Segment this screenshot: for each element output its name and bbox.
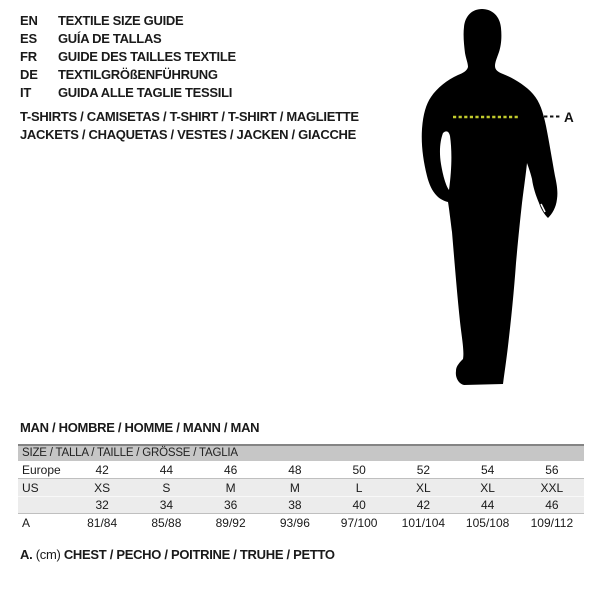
- table-cell: 56: [545, 462, 559, 477]
- table-row-europe: [18, 461, 584, 478]
- table-cell: 46: [223, 462, 238, 477]
- table-row-numeric-us: [18, 496, 584, 513]
- table-cell: XXL: [540, 480, 564, 495]
- man-silhouette-body: [422, 9, 558, 385]
- footnote-marker: A.: [20, 547, 33, 562]
- language-row-it: [20, 84, 236, 102]
- table-cell: 105/108: [465, 515, 510, 530]
- measurement-footnote: [20, 547, 335, 562]
- language-row-de: [20, 66, 236, 84]
- footnote-unit: (cm): [35, 547, 61, 562]
- language-row-en: [20, 12, 236, 30]
- table-cell: 93/96: [279, 515, 310, 530]
- table-cell: 34: [159, 498, 174, 512]
- table-cell: 52: [416, 462, 431, 477]
- row-label: Europe: [22, 462, 61, 477]
- table-cell: 40: [352, 498, 366, 512]
- table-cell: 42: [95, 462, 109, 477]
- man-silhouette-figure: [415, 0, 585, 398]
- language-list: [20, 12, 236, 102]
- language-row-fr: [20, 48, 236, 66]
- table-cell: 89/92: [215, 515, 246, 530]
- table-cell: 97/100: [340, 515, 378, 530]
- table-cell: 101/104: [401, 515, 446, 530]
- table-cell: L: [355, 480, 363, 495]
- language-title: TEXTILGRÖßENFÜHRUNG: [58, 67, 218, 82]
- size-table: [18, 444, 584, 531]
- table-cell: 54: [480, 462, 495, 477]
- table-cell: XS: [94, 480, 111, 495]
- size-table-header: SIZE / TALLA / TAILLE / GRÖSSE / TAGLIA: [18, 444, 584, 461]
- man-silhouette: [415, 0, 585, 398]
- row-label: US: [22, 480, 39, 495]
- table-cell: 44: [159, 462, 174, 477]
- table-cell: 36: [223, 498, 238, 512]
- table-cell: 42: [416, 498, 431, 512]
- table-cell: 44: [480, 498, 495, 512]
- table-cell: 48: [288, 462, 302, 477]
- table-cell: S: [162, 480, 171, 495]
- language-code: FR: [20, 49, 37, 64]
- language-title: GUÍA DE TALLAS: [58, 31, 162, 46]
- table-cell: 38: [288, 498, 302, 512]
- language-title: TEXTILE SIZE GUIDE: [58, 13, 184, 28]
- language-code: EN: [20, 13, 38, 28]
- language-row-es: [20, 30, 236, 48]
- language-title: GUIDE DES TAILLES TEXTILE: [58, 49, 236, 64]
- language-code: IT: [20, 85, 32, 100]
- row-label: A: [22, 515, 31, 530]
- table-cell: XL: [416, 480, 431, 495]
- table-cell: 46: [545, 498, 559, 512]
- category-tshirts: T-SHIRTS / CAMISETAS / T-SHIRT / T-SHIRT / MAGLIETTE: [20, 109, 359, 124]
- table-row-us: [18, 478, 584, 496]
- language-code: DE: [20, 67, 38, 82]
- category-jackets: JACKETS / CHAQUETAS / VESTES / JACKEN / GIACCHE: [20, 127, 356, 142]
- footnote-text: CHEST / PECHO / POITRINE / TRUHE / PETTO: [63, 547, 335, 562]
- category-list: [20, 108, 359, 144]
- table-row-chest-a: [18, 513, 584, 531]
- section-title-man: MAN / HOMBRE / HOMME / MANN / MAN: [20, 420, 260, 435]
- table-cell: 32: [95, 498, 109, 512]
- table-cell: 85/88: [151, 515, 182, 530]
- table-cell: XL: [480, 480, 495, 495]
- table-cell: M: [289, 480, 300, 495]
- measurement-label-a: A: [564, 110, 574, 125]
- table-cell: 50: [352, 462, 366, 477]
- language-code: ES: [20, 31, 37, 46]
- language-title: GUIDA ALLE TAGLIE TESSILI: [58, 85, 233, 100]
- table-cell: 81/84: [87, 515, 118, 530]
- table-cell: 109/112: [530, 515, 574, 530]
- table-cell: M: [225, 480, 236, 495]
